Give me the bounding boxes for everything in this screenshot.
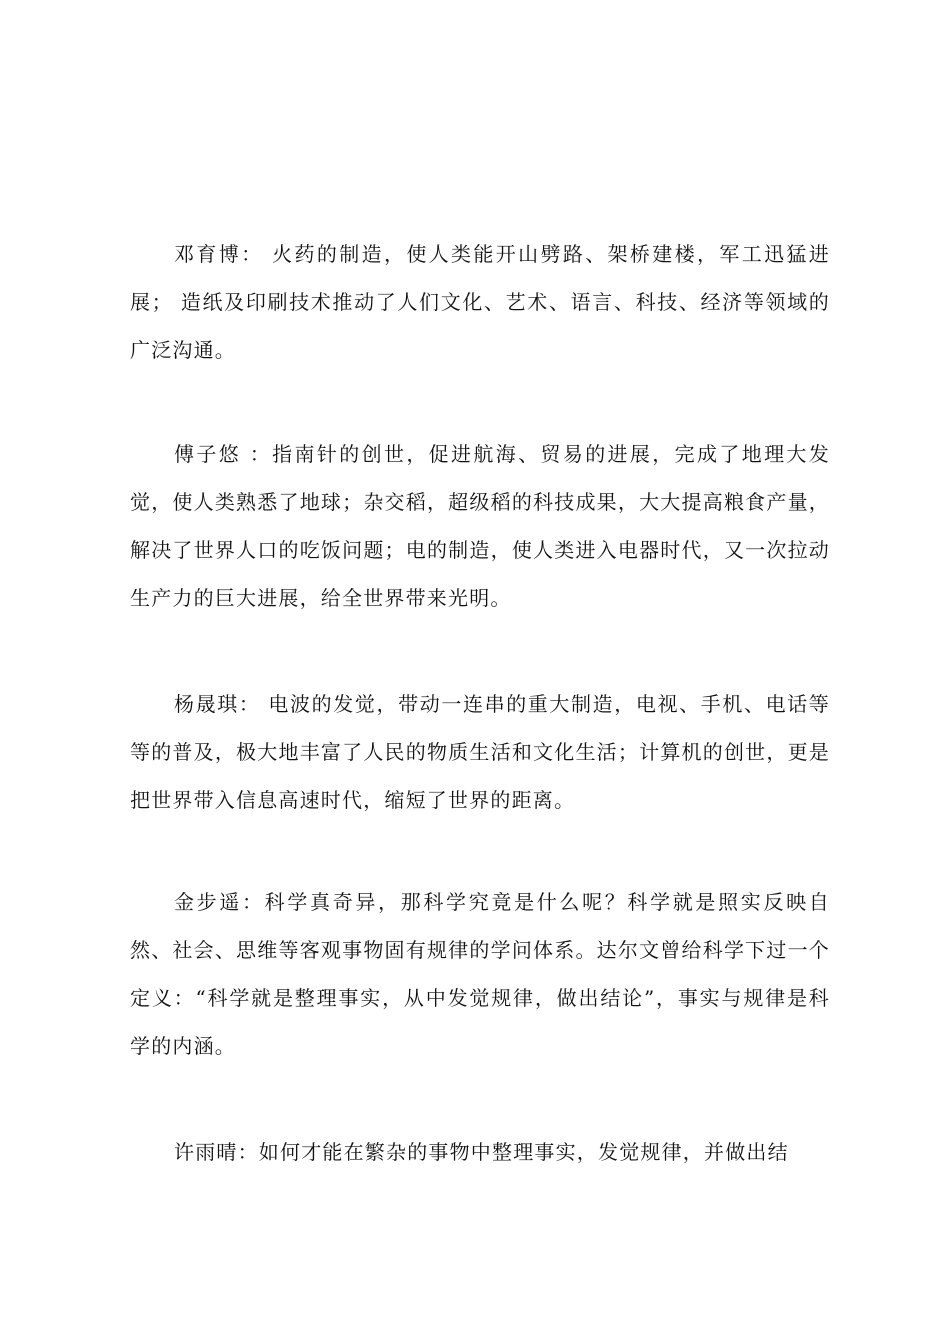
paragraph-deng-yubo: 邓育博： 火药的制造，使人类能开山劈路、架桥建楼，军工迅猛进展； 造纸及印刷技术推动了人们文化、艺术、语言、科技、经济等领域的广泛沟通。 bbox=[130, 242, 830, 362]
paragraph-yang-shengqi: 杨晟琪： 电波的发觉，带动一连串的重大制造，电视、手机、电话等等的普及，极大地丰富了人民的物质生活和文化生活；计算机的创世，更是把世界带入信息高速时代，缩短了世界的距离。 bbox=[130, 692, 830, 812]
paragraph-fu-ziyou: 傅子悠 ：指南针的创世，促进航海、贸易的进展，完成了地理大发觉，使人类熟悉了地球；杂交稻，超级稻的科技成果，大大提高粮食产量，解决了世界人口的吃饭问题；电的制造，使人类进入电器时代，又一次拉动生产力的巨大进展，给全世界带来光明。 bbox=[130, 442, 830, 610]
paragraph-xu-yuqing: 许雨晴：如何才能在繁杂的事物中整理事实，发觉规律，并做出结 bbox=[174, 1140, 789, 1164]
paragraph-jin-buyao: 金步遥：科学真奇异，那科学究竟是什么呢？科学就是照实反映自然、社会、思维等客观事物固有规律的学问体系。达尔文曾给科学下过一个定义：“科学就是整理事实，从中发觉规律，做出结论”，事实与规律是科学的内涵。 bbox=[130, 890, 830, 1058]
